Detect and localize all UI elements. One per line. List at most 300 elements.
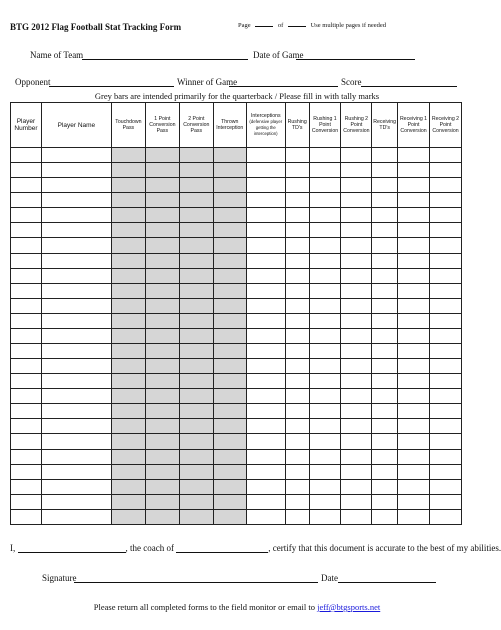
- table-cell[interactable]: [111, 494, 145, 509]
- table-cell[interactable]: [179, 404, 213, 419]
- table-cell[interactable]: [145, 509, 179, 524]
- table-cell[interactable]: [398, 359, 430, 374]
- table-cell[interactable]: [285, 283, 309, 298]
- table-cell[interactable]: [246, 389, 285, 404]
- table-cell[interactable]: [246, 178, 285, 193]
- table-cell[interactable]: [111, 208, 145, 223]
- table-cell[interactable]: [398, 163, 430, 178]
- table-cell[interactable]: [341, 148, 372, 163]
- table-cell[interactable]: [398, 193, 430, 208]
- table-cell[interactable]: [341, 223, 372, 238]
- table-cell[interactable]: [398, 148, 430, 163]
- table-cell[interactable]: [398, 389, 430, 404]
- table-cell[interactable]: [246, 479, 285, 494]
- table-cell[interactable]: [179, 313, 213, 328]
- table-cell[interactable]: [213, 223, 246, 238]
- table-cell[interactable]: [11, 298, 42, 313]
- table-cell[interactable]: [341, 509, 372, 524]
- table-cell[interactable]: [285, 313, 309, 328]
- table-cell[interactable]: [246, 238, 285, 253]
- page-number-field[interactable]: [255, 26, 273, 27]
- table-cell[interactable]: [213, 419, 246, 434]
- table-cell[interactable]: [398, 313, 430, 328]
- table-cell[interactable]: [111, 223, 145, 238]
- table-cell[interactable]: [41, 464, 111, 479]
- table-cell[interactable]: [429, 464, 461, 479]
- table-cell[interactable]: [11, 283, 42, 298]
- table-cell[interactable]: [213, 509, 246, 524]
- table-cell[interactable]: [213, 163, 246, 178]
- table-cell[interactable]: [398, 449, 430, 464]
- table-cell[interactable]: [41, 434, 111, 449]
- table-cell[interactable]: [341, 268, 372, 283]
- table-cell[interactable]: [11, 208, 42, 223]
- table-cell[interactable]: [285, 328, 309, 343]
- table-cell[interactable]: [372, 253, 398, 268]
- table-cell[interactable]: [372, 374, 398, 389]
- table-cell[interactable]: [429, 419, 461, 434]
- table-cell[interactable]: [341, 344, 372, 359]
- table-cell[interactable]: [285, 193, 309, 208]
- table-cell[interactable]: [398, 419, 430, 434]
- table-cell[interactable]: [309, 268, 341, 283]
- table-cell[interactable]: [41, 178, 111, 193]
- table-cell[interactable]: [145, 193, 179, 208]
- table-cell[interactable]: [11, 193, 42, 208]
- table-cell[interactable]: [145, 404, 179, 419]
- table-cell[interactable]: [372, 359, 398, 374]
- footer-email-link[interactable]: jeff@btgsports.net: [317, 602, 381, 612]
- table-cell[interactable]: [285, 359, 309, 374]
- table-cell[interactable]: [341, 359, 372, 374]
- table-cell[interactable]: [341, 404, 372, 419]
- table-cell[interactable]: [41, 193, 111, 208]
- table-cell[interactable]: [246, 374, 285, 389]
- table-cell[interactable]: [11, 313, 42, 328]
- opponent-field[interactable]: [49, 86, 174, 87]
- table-cell[interactable]: [246, 298, 285, 313]
- table-cell[interactable]: [341, 238, 372, 253]
- table-cell[interactable]: [11, 509, 42, 524]
- table-cell[interactable]: [41, 238, 111, 253]
- table-cell[interactable]: [179, 359, 213, 374]
- table-cell[interactable]: [246, 283, 285, 298]
- table-cell[interactable]: [309, 298, 341, 313]
- table-cell[interactable]: [309, 374, 341, 389]
- table-cell[interactable]: [285, 238, 309, 253]
- table-cell[interactable]: [309, 359, 341, 374]
- table-cell[interactable]: [111, 268, 145, 283]
- table-cell[interactable]: [145, 163, 179, 178]
- table-cell[interactable]: [145, 238, 179, 253]
- table-cell[interactable]: [309, 464, 341, 479]
- table-cell[interactable]: [429, 283, 461, 298]
- table-cell[interactable]: [246, 434, 285, 449]
- table-cell[interactable]: [429, 404, 461, 419]
- table-cell[interactable]: [372, 193, 398, 208]
- table-cell[interactable]: [398, 509, 430, 524]
- table-cell[interactable]: [372, 313, 398, 328]
- table-cell[interactable]: [398, 253, 430, 268]
- team-name-field[interactable]: [82, 59, 248, 60]
- table-cell[interactable]: [398, 344, 430, 359]
- table-cell[interactable]: [213, 268, 246, 283]
- table-cell[interactable]: [41, 374, 111, 389]
- table-cell[interactable]: [41, 404, 111, 419]
- table-cell[interactable]: [145, 374, 179, 389]
- table-cell[interactable]: [246, 313, 285, 328]
- table-cell[interactable]: [429, 359, 461, 374]
- table-cell[interactable]: [341, 494, 372, 509]
- table-cell[interactable]: [179, 494, 213, 509]
- table-cell[interactable]: [111, 328, 145, 343]
- table-cell[interactable]: [11, 389, 42, 404]
- table-cell[interactable]: [341, 479, 372, 494]
- table-cell[interactable]: [179, 464, 213, 479]
- table-cell[interactable]: [309, 223, 341, 238]
- table-cell[interactable]: [111, 253, 145, 268]
- table-cell[interactable]: [398, 434, 430, 449]
- table-cell[interactable]: [285, 148, 309, 163]
- table-cell[interactable]: [213, 328, 246, 343]
- table-cell[interactable]: [41, 208, 111, 223]
- table-cell[interactable]: [429, 374, 461, 389]
- table-cell[interactable]: [111, 283, 145, 298]
- table-cell[interactable]: [145, 178, 179, 193]
- table-cell[interactable]: [398, 494, 430, 509]
- table-cell[interactable]: [309, 208, 341, 223]
- table-cell[interactable]: [111, 359, 145, 374]
- table-cell[interactable]: [213, 238, 246, 253]
- table-cell[interactable]: [11, 253, 42, 268]
- table-cell[interactable]: [372, 268, 398, 283]
- table-cell[interactable]: [429, 298, 461, 313]
- table-cell[interactable]: [213, 494, 246, 509]
- table-cell[interactable]: [398, 283, 430, 298]
- table-cell[interactable]: [179, 223, 213, 238]
- table-cell[interactable]: [213, 434, 246, 449]
- table-cell[interactable]: [179, 163, 213, 178]
- date-of-game-field[interactable]: [296, 59, 415, 60]
- table-cell[interactable]: [41, 479, 111, 494]
- table-cell[interactable]: [309, 238, 341, 253]
- table-cell[interactable]: [246, 163, 285, 178]
- table-cell[interactable]: [41, 419, 111, 434]
- table-cell[interactable]: [11, 404, 42, 419]
- table-cell[interactable]: [41, 253, 111, 268]
- table-cell[interactable]: [111, 434, 145, 449]
- table-cell[interactable]: [285, 464, 309, 479]
- table-cell[interactable]: [11, 374, 42, 389]
- table-cell[interactable]: [429, 449, 461, 464]
- table-cell[interactable]: [145, 253, 179, 268]
- table-cell[interactable]: [309, 509, 341, 524]
- table-cell[interactable]: [145, 223, 179, 238]
- table-cell[interactable]: [111, 344, 145, 359]
- table-cell[interactable]: [111, 479, 145, 494]
- table-cell[interactable]: [285, 253, 309, 268]
- table-cell[interactable]: [111, 449, 145, 464]
- table-cell[interactable]: [41, 509, 111, 524]
- table-cell[interactable]: [41, 494, 111, 509]
- table-cell[interactable]: [285, 208, 309, 223]
- table-cell[interactable]: [145, 283, 179, 298]
- table-cell[interactable]: [179, 509, 213, 524]
- table-cell[interactable]: [145, 434, 179, 449]
- table-cell[interactable]: [179, 193, 213, 208]
- table-cell[interactable]: [41, 449, 111, 464]
- table-cell[interactable]: [398, 208, 430, 223]
- table-cell[interactable]: [372, 208, 398, 223]
- table-cell[interactable]: [145, 298, 179, 313]
- table-cell[interactable]: [11, 148, 42, 163]
- table-cell[interactable]: [285, 268, 309, 283]
- table-cell[interactable]: [398, 328, 430, 343]
- table-cell[interactable]: [246, 344, 285, 359]
- table-cell[interactable]: [145, 208, 179, 223]
- table-cell[interactable]: [11, 494, 42, 509]
- table-cell[interactable]: [179, 374, 213, 389]
- page-total-field[interactable]: [288, 26, 306, 27]
- table-cell[interactable]: [246, 404, 285, 419]
- table-cell[interactable]: [111, 389, 145, 404]
- table-cell[interactable]: [145, 344, 179, 359]
- table-cell[interactable]: [111, 404, 145, 419]
- table-cell[interactable]: [429, 193, 461, 208]
- table-cell[interactable]: [372, 238, 398, 253]
- table-cell[interactable]: [372, 328, 398, 343]
- table-cell[interactable]: [429, 178, 461, 193]
- table-cell[interactable]: [41, 344, 111, 359]
- table-cell[interactable]: [309, 313, 341, 328]
- table-cell[interactable]: [372, 434, 398, 449]
- table-cell[interactable]: [213, 253, 246, 268]
- table-cell[interactable]: [341, 419, 372, 434]
- table-cell[interactable]: [213, 313, 246, 328]
- table-cell[interactable]: [246, 148, 285, 163]
- table-cell[interactable]: [11, 479, 42, 494]
- table-cell[interactable]: [372, 389, 398, 404]
- table-cell[interactable]: [213, 344, 246, 359]
- table-cell[interactable]: [111, 509, 145, 524]
- table-cell[interactable]: [246, 328, 285, 343]
- table-cell[interactable]: [246, 268, 285, 283]
- table-cell[interactable]: [341, 283, 372, 298]
- table-cell[interactable]: [11, 359, 42, 374]
- table-cell[interactable]: [372, 223, 398, 238]
- table-cell[interactable]: [341, 328, 372, 343]
- table-cell[interactable]: [11, 328, 42, 343]
- table-cell[interactable]: [309, 449, 341, 464]
- table-cell[interactable]: [341, 313, 372, 328]
- table-cell[interactable]: [41, 283, 111, 298]
- table-cell[interactable]: [429, 479, 461, 494]
- table-cell[interactable]: [398, 464, 430, 479]
- table-cell[interactable]: [341, 298, 372, 313]
- table-cell[interactable]: [213, 208, 246, 223]
- table-cell[interactable]: [213, 298, 246, 313]
- table-cell[interactable]: [41, 148, 111, 163]
- table-cell[interactable]: [429, 509, 461, 524]
- table-cell[interactable]: [246, 464, 285, 479]
- table-cell[interactable]: [429, 328, 461, 343]
- table-cell[interactable]: [246, 419, 285, 434]
- table-cell[interactable]: [213, 464, 246, 479]
- table-cell[interactable]: [111, 148, 145, 163]
- table-cell[interactable]: [309, 148, 341, 163]
- table-cell[interactable]: [179, 434, 213, 449]
- table-cell[interactable]: [429, 223, 461, 238]
- table-cell[interactable]: [11, 223, 42, 238]
- table-cell[interactable]: [341, 193, 372, 208]
- table-cell[interactable]: [41, 268, 111, 283]
- table-cell[interactable]: [179, 268, 213, 283]
- table-cell[interactable]: [341, 178, 372, 193]
- table-cell[interactable]: [309, 479, 341, 494]
- table-cell[interactable]: [145, 313, 179, 328]
- table-cell[interactable]: [11, 178, 42, 193]
- table-cell[interactable]: [111, 193, 145, 208]
- table-cell[interactable]: [213, 389, 246, 404]
- table-cell[interactable]: [398, 479, 430, 494]
- table-cell[interactable]: [429, 148, 461, 163]
- table-cell[interactable]: [398, 268, 430, 283]
- table-cell[interactable]: [309, 328, 341, 343]
- table-cell[interactable]: [398, 223, 430, 238]
- table-cell[interactable]: [372, 148, 398, 163]
- table-cell[interactable]: [429, 494, 461, 509]
- table-cell[interactable]: [179, 328, 213, 343]
- table-cell[interactable]: [372, 178, 398, 193]
- table-cell[interactable]: [372, 479, 398, 494]
- table-cell[interactable]: [179, 283, 213, 298]
- table-cell[interactable]: [309, 494, 341, 509]
- table-cell[interactable]: [429, 313, 461, 328]
- table-cell[interactable]: [309, 253, 341, 268]
- table-cell[interactable]: [41, 298, 111, 313]
- table-cell[interactable]: [372, 449, 398, 464]
- table-cell[interactable]: [246, 494, 285, 509]
- table-cell[interactable]: [285, 449, 309, 464]
- table-cell[interactable]: [429, 389, 461, 404]
- table-cell[interactable]: [341, 163, 372, 178]
- table-cell[interactable]: [145, 328, 179, 343]
- table-cell[interactable]: [145, 359, 179, 374]
- table-cell[interactable]: [11, 464, 42, 479]
- table-cell[interactable]: [309, 283, 341, 298]
- table-cell[interactable]: [309, 163, 341, 178]
- table-cell[interactable]: [372, 404, 398, 419]
- table-cell[interactable]: [246, 223, 285, 238]
- table-cell[interactable]: [285, 509, 309, 524]
- table-cell[interactable]: [179, 298, 213, 313]
- table-cell[interactable]: [341, 389, 372, 404]
- table-cell[interactable]: [11, 163, 42, 178]
- table-cell[interactable]: [285, 223, 309, 238]
- winner-field[interactable]: [229, 86, 338, 87]
- table-cell[interactable]: [41, 223, 111, 238]
- table-cell[interactable]: [372, 509, 398, 524]
- table-cell[interactable]: [41, 389, 111, 404]
- table-cell[interactable]: [213, 283, 246, 298]
- table-cell[interactable]: [285, 419, 309, 434]
- table-cell[interactable]: [11, 449, 42, 464]
- table-cell[interactable]: [246, 253, 285, 268]
- table-cell[interactable]: [179, 148, 213, 163]
- table-cell[interactable]: [145, 148, 179, 163]
- table-cell[interactable]: [341, 208, 372, 223]
- table-cell[interactable]: [179, 178, 213, 193]
- table-cell[interactable]: [179, 389, 213, 404]
- table-cell[interactable]: [341, 464, 372, 479]
- table-cell[interactable]: [429, 253, 461, 268]
- table-cell[interactable]: [111, 238, 145, 253]
- table-cell[interactable]: [372, 298, 398, 313]
- table-cell[interactable]: [429, 268, 461, 283]
- table-cell[interactable]: [429, 208, 461, 223]
- table-cell[interactable]: [179, 253, 213, 268]
- table-cell[interactable]: [341, 253, 372, 268]
- table-cell[interactable]: [372, 419, 398, 434]
- signature-date-field[interactable]: [338, 582, 436, 583]
- score-field[interactable]: [361, 86, 457, 87]
- table-cell[interactable]: [179, 344, 213, 359]
- table-cell[interactable]: [341, 434, 372, 449]
- coach-name-field[interactable]: [18, 552, 126, 553]
- table-cell[interactable]: [285, 374, 309, 389]
- table-cell[interactable]: [111, 313, 145, 328]
- table-cell[interactable]: [11, 344, 42, 359]
- table-cell[interactable]: [285, 494, 309, 509]
- table-cell[interactable]: [111, 298, 145, 313]
- table-cell[interactable]: [41, 163, 111, 178]
- table-cell[interactable]: [341, 449, 372, 464]
- table-cell[interactable]: [213, 148, 246, 163]
- table-cell[interactable]: [11, 419, 42, 434]
- table-cell[interactable]: [372, 494, 398, 509]
- table-cell[interactable]: [398, 404, 430, 419]
- coach-team-field[interactable]: [176, 552, 268, 553]
- table-cell[interactable]: [213, 479, 246, 494]
- table-cell[interactable]: [398, 298, 430, 313]
- table-cell[interactable]: [246, 509, 285, 524]
- table-cell[interactable]: [213, 404, 246, 419]
- table-cell[interactable]: [309, 389, 341, 404]
- table-cell[interactable]: [213, 178, 246, 193]
- table-cell[interactable]: [285, 344, 309, 359]
- table-cell[interactable]: [372, 163, 398, 178]
- table-cell[interactable]: [398, 238, 430, 253]
- table-cell[interactable]: [285, 298, 309, 313]
- table-cell[interactable]: [145, 464, 179, 479]
- table-cell[interactable]: [41, 359, 111, 374]
- table-cell[interactable]: [429, 344, 461, 359]
- table-cell[interactable]: [111, 464, 145, 479]
- table-cell[interactable]: [145, 389, 179, 404]
- table-cell[interactable]: [246, 359, 285, 374]
- table-cell[interactable]: [309, 434, 341, 449]
- table-cell[interactable]: [309, 404, 341, 419]
- table-cell[interactable]: [179, 479, 213, 494]
- table-cell[interactable]: [145, 449, 179, 464]
- table-cell[interactable]: [246, 193, 285, 208]
- table-cell[interactable]: [246, 208, 285, 223]
- table-cell[interactable]: [372, 464, 398, 479]
- table-cell[interactable]: [111, 178, 145, 193]
- table-cell[interactable]: [372, 344, 398, 359]
- table-cell[interactable]: [11, 434, 42, 449]
- table-cell[interactable]: [179, 238, 213, 253]
